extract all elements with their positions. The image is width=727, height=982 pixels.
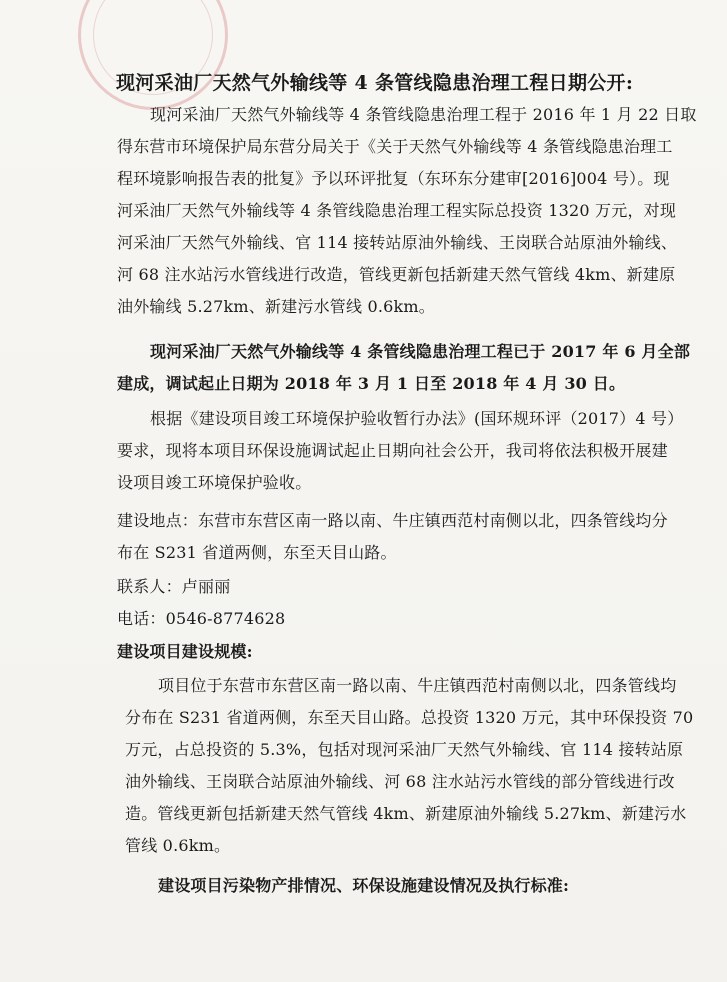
paragraph-construction-site	[117, 505, 668, 569]
paragraph-line: 万元，占总投资的 5.3%，包括对现河采油厂天然气外输线、官 114 接转站原	[125, 740, 684, 759]
paragraph-line: 管线 0.6km。	[125, 836, 231, 855]
paragraph-line: 得东营市环境保护局东营分局关于《关于天然气外输线等 4 条管线隐患治理工	[117, 137, 673, 156]
pollution-heading	[158, 870, 569, 902]
paragraph-line: 河采油厂天然气外输线等 4 条管线隐患治理工程实际总投资 1320 万元，对现	[117, 201, 677, 220]
paragraph-line: 建成，调试起止日期为 2018 年 3 月 1 日至 2018 年 4 月 30 日。	[117, 374, 626, 393]
paragraph-line: 现河采油厂天然气外输线等 4 条管线隐患治理工程已于 2017 年 6 月全部	[150, 342, 691, 361]
paragraph-line: 河采油厂天然气外输线、官 114 接转站原油外输线、王岗联合站原油外输线、	[117, 233, 678, 252]
contact-phone-text: 电话：0546-8774628	[117, 609, 286, 628]
contact-person	[117, 571, 230, 603]
paragraph-line: 分布在 S231 省道两侧，东至天目山路。总投资 1320 万元，其中环保投资 70	[125, 708, 694, 727]
contact-phone	[117, 603, 285, 635]
paragraph-line: 河 68 注水站污水管线进行改造，管线更新包括新建天然气管线 4km、新建原	[117, 265, 676, 284]
paragraph-line: 项目位于东营市东营区南一路以南、牛庄镇西范村南侧以北，四条管线均	[158, 676, 677, 695]
paragraph-line: 建设地点：东营市东营区南一路以南、牛庄镇西范村南侧以北，四条管线均分	[117, 511, 668, 530]
paragraph-line: 程环境影响报告表的批复》予以环评批复（东环东分建审[2016]004 号）。现	[117, 169, 670, 188]
paragraph-line: 根据《建设项目竣工环境保护验收暂行办法》(国环规环评（2017）4 号）	[150, 409, 684, 428]
paragraph-line: 现河采油厂天然气外输线等 4 条管线隐患治理工程于 2016 年 1 月 22 日取	[150, 105, 697, 124]
pollution-heading-text: 建设项目污染物产排情况、环保设施建设情况及执行标准:	[158, 876, 570, 895]
paragraph-line: 要求，现将本项目环保设施调试起止日期向社会公开，我司将依法积极开展建	[117, 441, 668, 460]
scale-heading-text: 建设项目建设规模:	[117, 642, 253, 661]
paragraph-eia-approval	[117, 99, 697, 323]
paragraph-line: 油外输线 5.27km、新建污水管线 0.6km。	[117, 297, 435, 316]
paragraph-line: 布在 S231 省道两侧，东至天目山路。	[117, 543, 397, 562]
contact-person-text: 联系人：卢丽丽	[117, 577, 231, 596]
paragraph-acceptance-basis	[117, 403, 683, 499]
paragraph-line: 设项目竣工环境保护验收。	[117, 473, 312, 492]
paragraph-line: 油外输线、王岗联合站原油外输线、河 68 注水站污水管线的部分管线进行改	[125, 772, 675, 791]
paragraph-line: 造。管线更新包括新建天然气管线 4km、新建原油外输线 5.27km、新建污水	[125, 804, 687, 823]
scale-heading	[117, 636, 253, 668]
paragraph-completion-dates	[117, 336, 690, 400]
paragraph-project-scale	[125, 670, 693, 862]
document-title: 现河采油厂天然气外输线等 4 条管线隐患治理工程日期公开:	[116, 72, 634, 94]
